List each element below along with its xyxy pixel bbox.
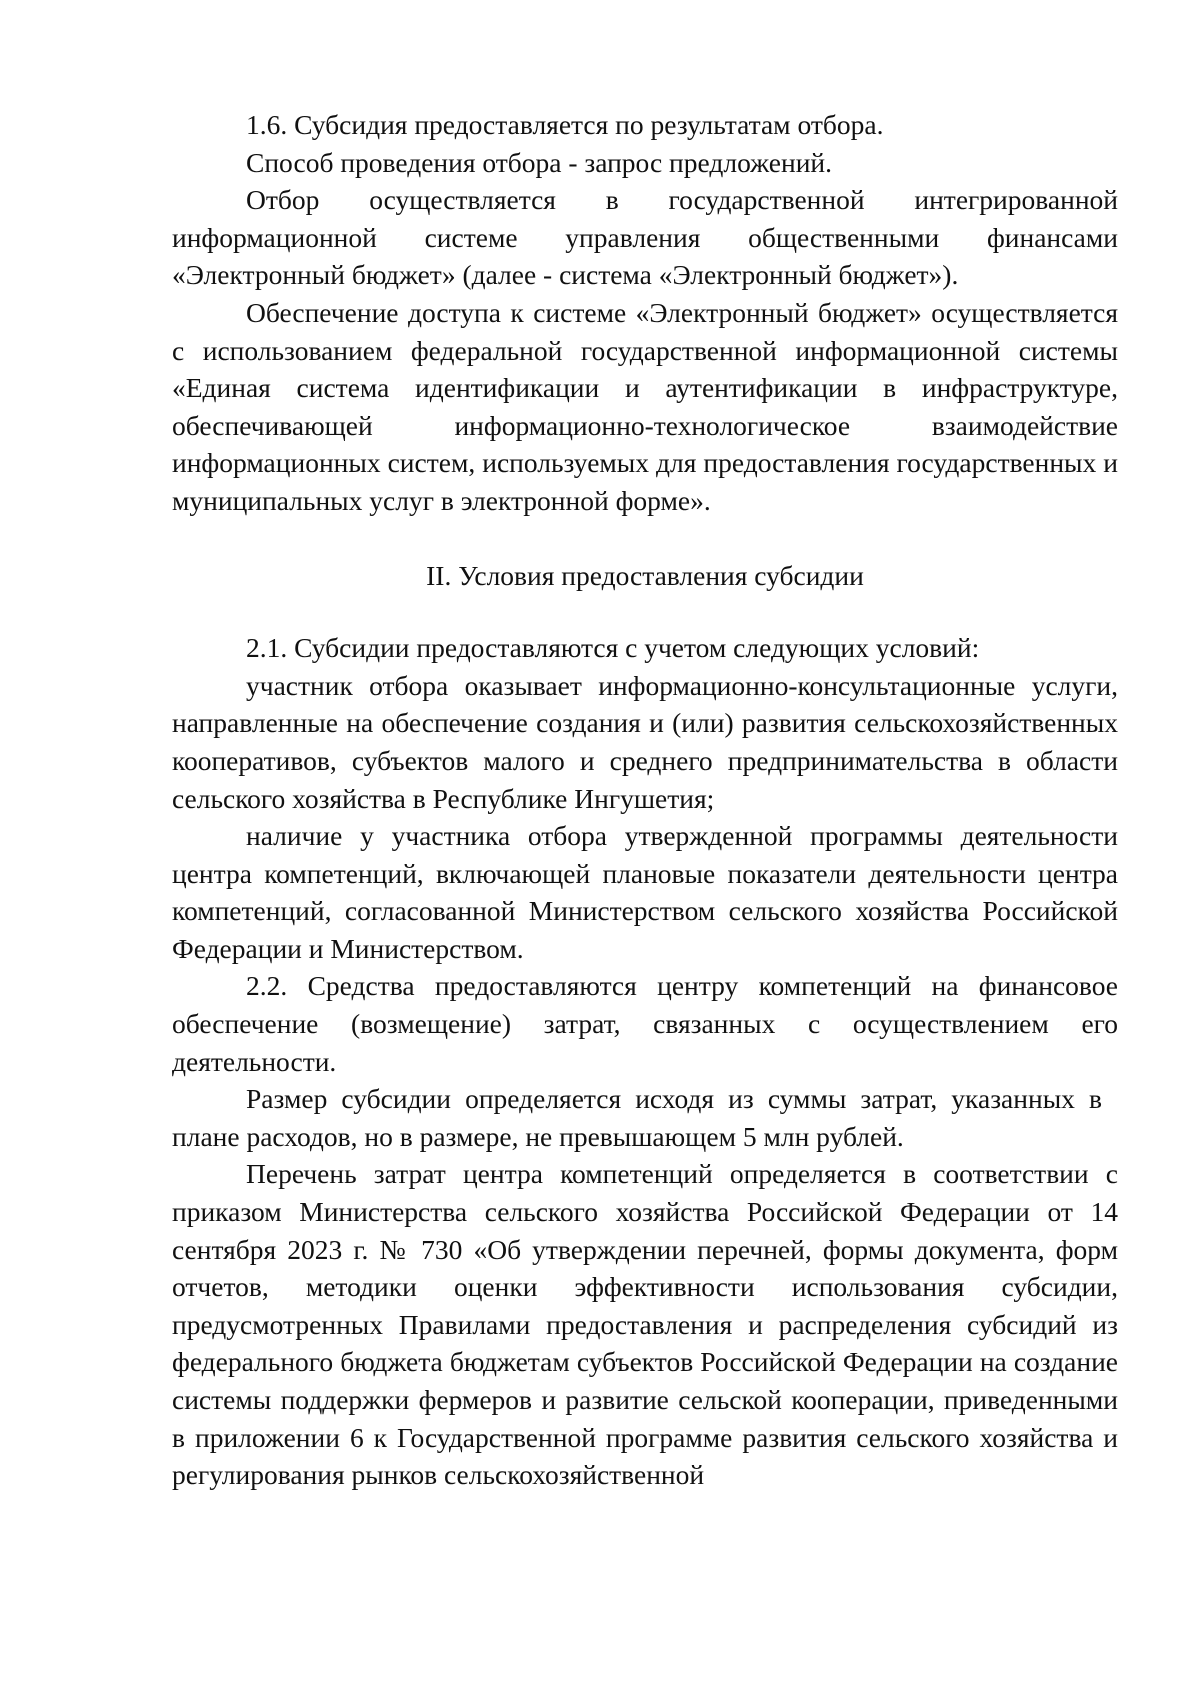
- paragraph-2-1: 2.1. Субсидии предоставляются с учетом следующих условий:: [246, 632, 980, 664]
- paragraph-access-provision: Обеспечение доступа к системе «Электронный бюджет» осуществляется с использованием федеральной государственной информационной системы «Единая система идентификации и аутентификации в инфраструктуре, обеспечивающей информационно-технологическое взаимодействие информационных систем, используемых для предоставления государственных и муниципальных услуг в электронной форме».: [172, 296, 1118, 516]
- paragraph-condition-services: участник отбора оказывает информационно-консультационные услуги, направленные на обеспечение создания и (или) развития сельскохозяйственных кооперативов, субъектов малого и среднего предпринимательства в области сельского хозяйства в Республике Ингушетия;: [172, 669, 1118, 814]
- paragraph-selection-system: Отбор осуществляется в государственной интегрированной информационной системе управления общественными финансами «Электронный бюджет» (далее - система «Электронный бюджет»).: [172, 184, 1118, 291]
- section-2-heading: II. Условия предоставления субсидии: [426, 559, 864, 591]
- paragraph-selection-method: Способ проведения отбора - запрос предложений.: [246, 146, 833, 178]
- paragraph-condition-program: наличие у участника отбора утвержденной программы деятельности центра компетенций, включающей плановые показатели деятельности центра компетенций, согласованной Министерством сельского хозяйства Российской Федерации и Министерством.: [172, 820, 1118, 964]
- paragraph-2-2: 2.2. Средства предоставляются центру компетенций на финансовое обеспечение (возмещение) затрат, связанных с осуществлением его деятельности.: [172, 970, 1118, 1077]
- document-body: [172, 106, 1118, 1494]
- paragraph-expense-list: Перечень затрат центра компетенций определяется в соответствии с приказом Министерства сельского хозяйства Российской Федерации от 14 сентября 2023 г. № 730 «Об утверждении перечней, формы документа, форм отчетов, методики оценки эффективности использования субсидии, предусмотренных Правилами предоставления и распределения субсидий из федерального бюджета бюджетам субъектов Российской Федерации на создание системы поддержки фермеров и развитие сельской кооперации, приведенными в приложении 6 к Государственной программе развития сельского хозяйства и регулирования рынков сельскохозяйственной: [172, 1158, 1118, 1491]
- paragraph-subsidy-amount: Размер субсидии определяется исходя из суммы затрат, указанных в плане расходов, но в размере, не превышающем 5 млн рублей.: [172, 1083, 1102, 1152]
- paragraph-1-6: 1.6. Субсидия предоставляется по результатам отбора.: [246, 109, 884, 140]
